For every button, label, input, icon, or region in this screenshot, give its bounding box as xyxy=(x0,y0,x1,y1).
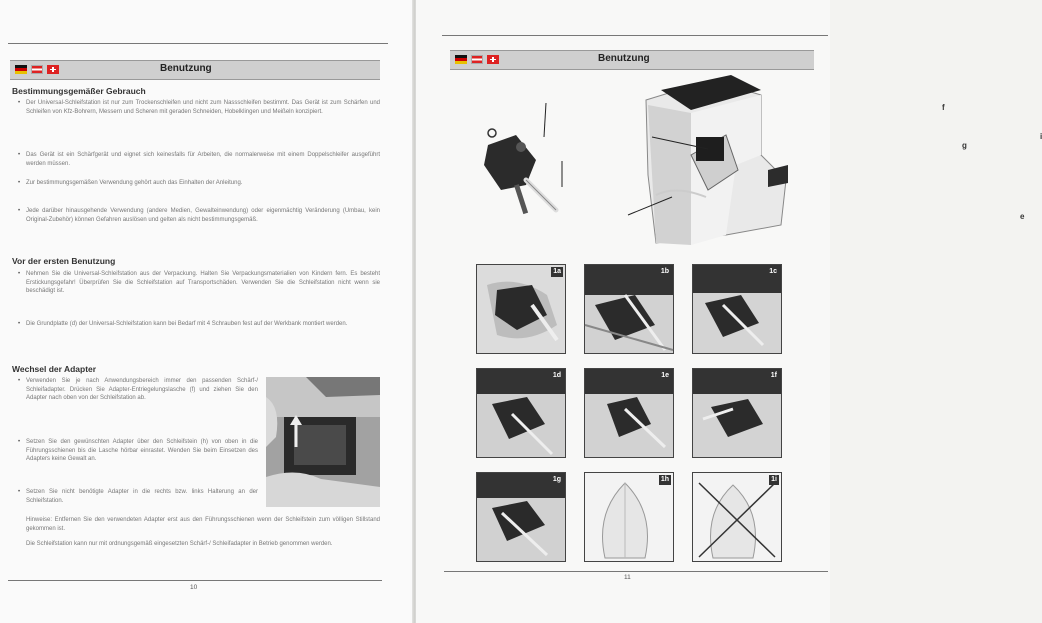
step-label: 1e xyxy=(661,372,669,379)
step-image xyxy=(476,368,566,458)
bullet-text: • Das Gerät ist ein Schärfgerät und eignet sich keinesfalls für Arbeiten, die normalerweise mit einem Doppelschleifer ausgeführt werden müssen. xyxy=(18,151,380,168)
bullet-text: • Jede darüber hinausgehende Verwendung (andere Medien, Gewalteinwendung) oder eigenmächtig Veränderung (Umbau, kein Original-Zubehör) können Gefahren auslösen und gelten als nicht bestimmungsgemäß. xyxy=(18,207,380,224)
step-image xyxy=(584,472,674,562)
swiss-flag-icon xyxy=(47,65,59,74)
adapter-photo xyxy=(266,377,380,507)
step-label: 1a xyxy=(553,268,561,275)
heading-before-first-use: Vor der ersten Benutzung xyxy=(12,256,116,266)
bullet-text: • Verwenden Sie je nach Anwendungsbereich immer den passenden Schärf-/ Schleifadapter. Drücken Sie Adapter-Entriegelungslasche (f) und ziehen Sie den Adapter nach oben von der Schleifstation ab. xyxy=(18,377,258,403)
step-label: 1g xyxy=(552,476,561,483)
device-illustration xyxy=(476,75,806,255)
header-title: Benutzung xyxy=(160,63,212,74)
bullet-text: • Setzen Sie den gewünschten Adapter über den Schleifstein (h) von oben in die Führungsschienen bis die Lasche hörbar einrastet. Wenden Sie beim Einsetzen des Adapters keine Gewalt an. xyxy=(18,438,258,464)
step-image xyxy=(584,368,674,458)
right-page xyxy=(416,0,1042,623)
step-label: 1c xyxy=(769,268,777,275)
header-title: Benutzung xyxy=(598,53,650,64)
austrian-flag-icon xyxy=(471,55,483,64)
step-image xyxy=(692,368,782,458)
callout-f: f xyxy=(942,103,945,112)
left-page xyxy=(0,0,414,623)
step-label: 1d xyxy=(552,372,561,379)
step-image xyxy=(476,264,566,354)
step-image xyxy=(692,472,782,562)
callout-e: e xyxy=(1020,212,1025,221)
step-label: 1h xyxy=(660,476,669,483)
top-rule xyxy=(442,35,828,36)
callout-g: g xyxy=(962,141,967,150)
station-drawing xyxy=(646,75,788,245)
step-label: 1i xyxy=(771,476,777,483)
adapter-drawing xyxy=(484,129,556,214)
page-number: 11 xyxy=(624,574,631,581)
step-image xyxy=(584,264,674,354)
callout-i: i xyxy=(1040,132,1042,141)
step-image xyxy=(692,264,782,354)
bottom-rule xyxy=(8,580,382,581)
bullet-text: • Der Universal-Schleifstation ist nur zum Trockenschleifen und nicht zum Nassschleifen bestimmt. Das Gerät ist zum Schärfen und Schleifen von Kfz-Bohrern, Messern und Scheren mit geraden Schneiden, Hobelklingen und Meißeln konzipiert. xyxy=(18,99,380,116)
heading-adapter-change: Wechsel der Adapter xyxy=(12,364,97,374)
austrian-flag-icon xyxy=(31,65,43,74)
step-label: 1b xyxy=(660,268,669,275)
heading-intended-use: Bestimmungsgemäßer Gebrauch xyxy=(12,86,146,96)
bullet-text: • Nehmen Sie die Universal-Schleifstation aus der Verpackung. Halten Sie Verpackungsmaterialien von Kindern fern. Es besteht Erstickungsgefahr! Überprüfen Sie die Schleifstation auf Transportschäden. Verwenden Sie die Schleifstation nicht wenn sie beschädigt ist. xyxy=(18,270,380,296)
bullet-text: • Zur bestimmungsgemäßen Verwendung gehört auch das Einhalten der Anleitung. xyxy=(18,179,380,188)
bullet-text: • Setzen Sie nicht benötigte Adapter in die rechts bzw. links Halterung an der Schleifstation. xyxy=(18,488,258,505)
german-flag-icon xyxy=(455,55,467,64)
german-flag-icon xyxy=(15,65,27,74)
note-text: Die Schleifstation kann nur mit ordnungsgemäß eingesetzten Schärf-/ Schleifadapter in Betrieb genommen werden. xyxy=(26,541,333,547)
top-rule xyxy=(8,43,388,44)
page-number: 10 xyxy=(190,584,198,591)
note-text: Hinweise: Entfernen Sie den verwendeten Adapter erst aus den Führungsschienen wenn der Schleifstein zum völligen Stillstand gekommen ist. xyxy=(26,517,380,532)
bullet-text: • Die Grundplatte (d) der Universal-Schleifstation kann bei Bedarf mit 4 Schrauben fest auf der Werkbank montiert werden. xyxy=(18,320,380,329)
section-header xyxy=(10,60,380,80)
step-image xyxy=(476,472,566,562)
step-label: 1f xyxy=(770,372,777,379)
section-header xyxy=(450,50,814,70)
swiss-flag-icon xyxy=(487,55,499,64)
bottom-rule xyxy=(444,571,828,572)
